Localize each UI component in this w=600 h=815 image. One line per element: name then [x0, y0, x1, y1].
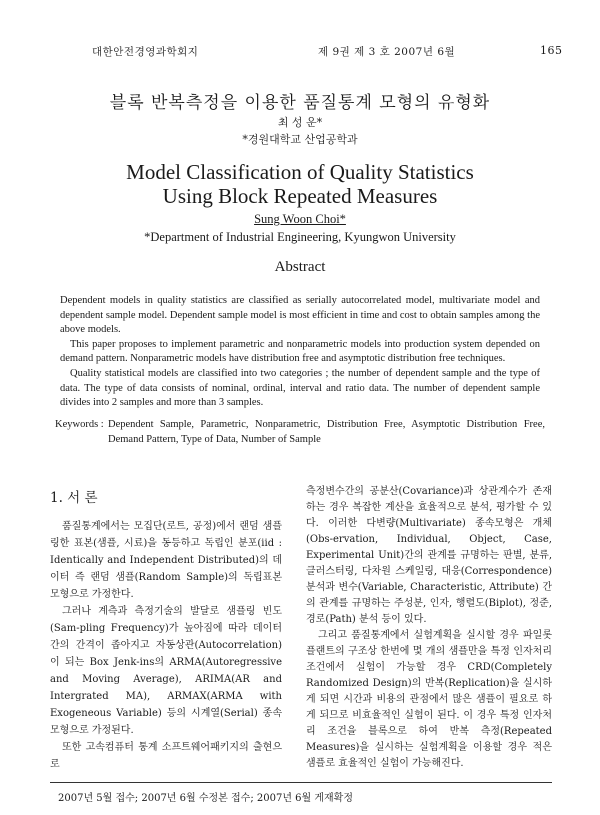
left-column	[50, 518, 282, 773]
english-title-line2: Using Block Repeated Measures	[162, 184, 438, 208]
abstract-body	[60, 294, 540, 411]
right-column	[306, 484, 552, 772]
abstract-paragraph: Quality statistical models are classified into two categories ; the number of dependent sample and the type of data. The type of data consists of nominal, ordinal, interval and ratio data. The number of dependent sample divides into 2 samples and more than 3 samples.	[60, 367, 540, 409]
body-paragraph: 또한 고속컴퓨터 통계 소프트웨어패키지의 출현으로	[50, 742, 282, 770]
issue-info: 제 9권 제 3 호 2007년 6월	[318, 46, 456, 58]
keywords-label: Keywords :	[55, 419, 104, 430]
body-paragraph: 그러나 계측과 측정기술의 발달로 샘플링 빈도(Sam-pling Frequency)가 높아짐에 따라 데이터간의 간격이 좁아지고 자동상관(Autocorrelation)이 되는 Box Jenk-ins의 ARMA(Autoregressive and Moving Average), ARIMA(AR and Intergrated MA), ARMAX(ARMA with Exogeneous Variable) 등의 시계열(Serial) 종속 모형으로 가정된다.	[50, 606, 282, 736]
korean-affiliation: *경원대학교 산업공학과	[242, 133, 358, 146]
keywords-text: Dependent Sample, Parametric, Nonparametric, Distribution Free, Asymptotic Distribution Free, Demand Pattern, Type of Data, Number of Sample	[108, 419, 545, 445]
english-author: Sung Woon Choi*	[254, 212, 346, 226]
page-number: 165	[540, 44, 563, 57]
submission-dates: 2007년 5월 접수; 2007년 6월 수정본 접수; 2007년 6월 게재확정	[58, 793, 354, 804]
english-title-line1: Model Classification of Quality Statistics	[126, 160, 474, 184]
abstract-heading: Abstract	[274, 259, 326, 275]
footer-divider	[50, 782, 552, 783]
korean-title: 블록 반복측정을 이용한 품질통계 모형의 유형화	[109, 93, 491, 113]
body-paragraph: 품질통계에서는 모집단(로트, 공정)에서 랜덤 샘플링한 표본(샘플, 시료)을 동등하고 독립인 분포(iid : Identically and Independent Distributed)의 데이터 즉 랜덤 샘플(Random Sample)의 독립표본 모형으로 가정한다.	[50, 521, 282, 600]
body-paragraph: 측정변수간의 공분산(Covariance)과 상관계수가 존재하는 경우 복잡한 계산을 효율적으로 분석, 평가할 수 있다. 이러한 다변량(Multivariate) 종속모형은 개체(Obs-ervation, Individual, Object, Case, Experimental Unit)간의 관계를 규명하는 판별, 분류, 클러스터링, 다차원 스케일링, 대응(Correspondence) 분석과 변수(Variable, Characteristic, Attribute) 간의 관계를 규명하는 주성분, 인자, 행렬도(Biplot), 정준, 경로(Path) 분석 등이 있다.	[306, 486, 552, 625]
abstract-paragraph: This paper proposes to implement parametric and nonparametric models into production system depended on demand pattern. Nonparametric models have distribution free and asymptotic distribution free techniques.	[60, 338, 540, 365]
section-heading: 1. 서 론	[50, 490, 98, 506]
abstract-paragraph: Dependent models in quality statistics are classified as serially autocorrelated model, multivariate model and dependent sample model. Dependent sample model is most efficient in time and cost to obtain samples among the above models.	[60, 295, 540, 336]
korean-author: 최 성 운*	[277, 116, 323, 129]
body-paragraph: 그리고 품질통계에서 실험계획을 실시할 경우 파일롯 플랜트의 구조상 한번에 몇 개의 샘플만을 특정 인자처리조건에서 실험이 가능할 경우 CRD(Completely Randomized Design)의 반복(Replication)을 실시하게 되면 시간과 비용의 관점에서 많은 샘플이 필요로 하게 되므로 비효율적인 실험이 된다. 이 경우 특정 인자처리 조건을 블록으로 하여 반복 측정(Repeated Measures)을 실시하는 실험계획을 이용할 경우 적은 샘플로 효율적인 실험이 가능해진다.	[306, 630, 552, 769]
journal-name: 대한안전경영과학회지	[92, 46, 199, 58]
english-affiliation: *Department of Industrial Engineering, Kyungwon University	[144, 230, 456, 244]
